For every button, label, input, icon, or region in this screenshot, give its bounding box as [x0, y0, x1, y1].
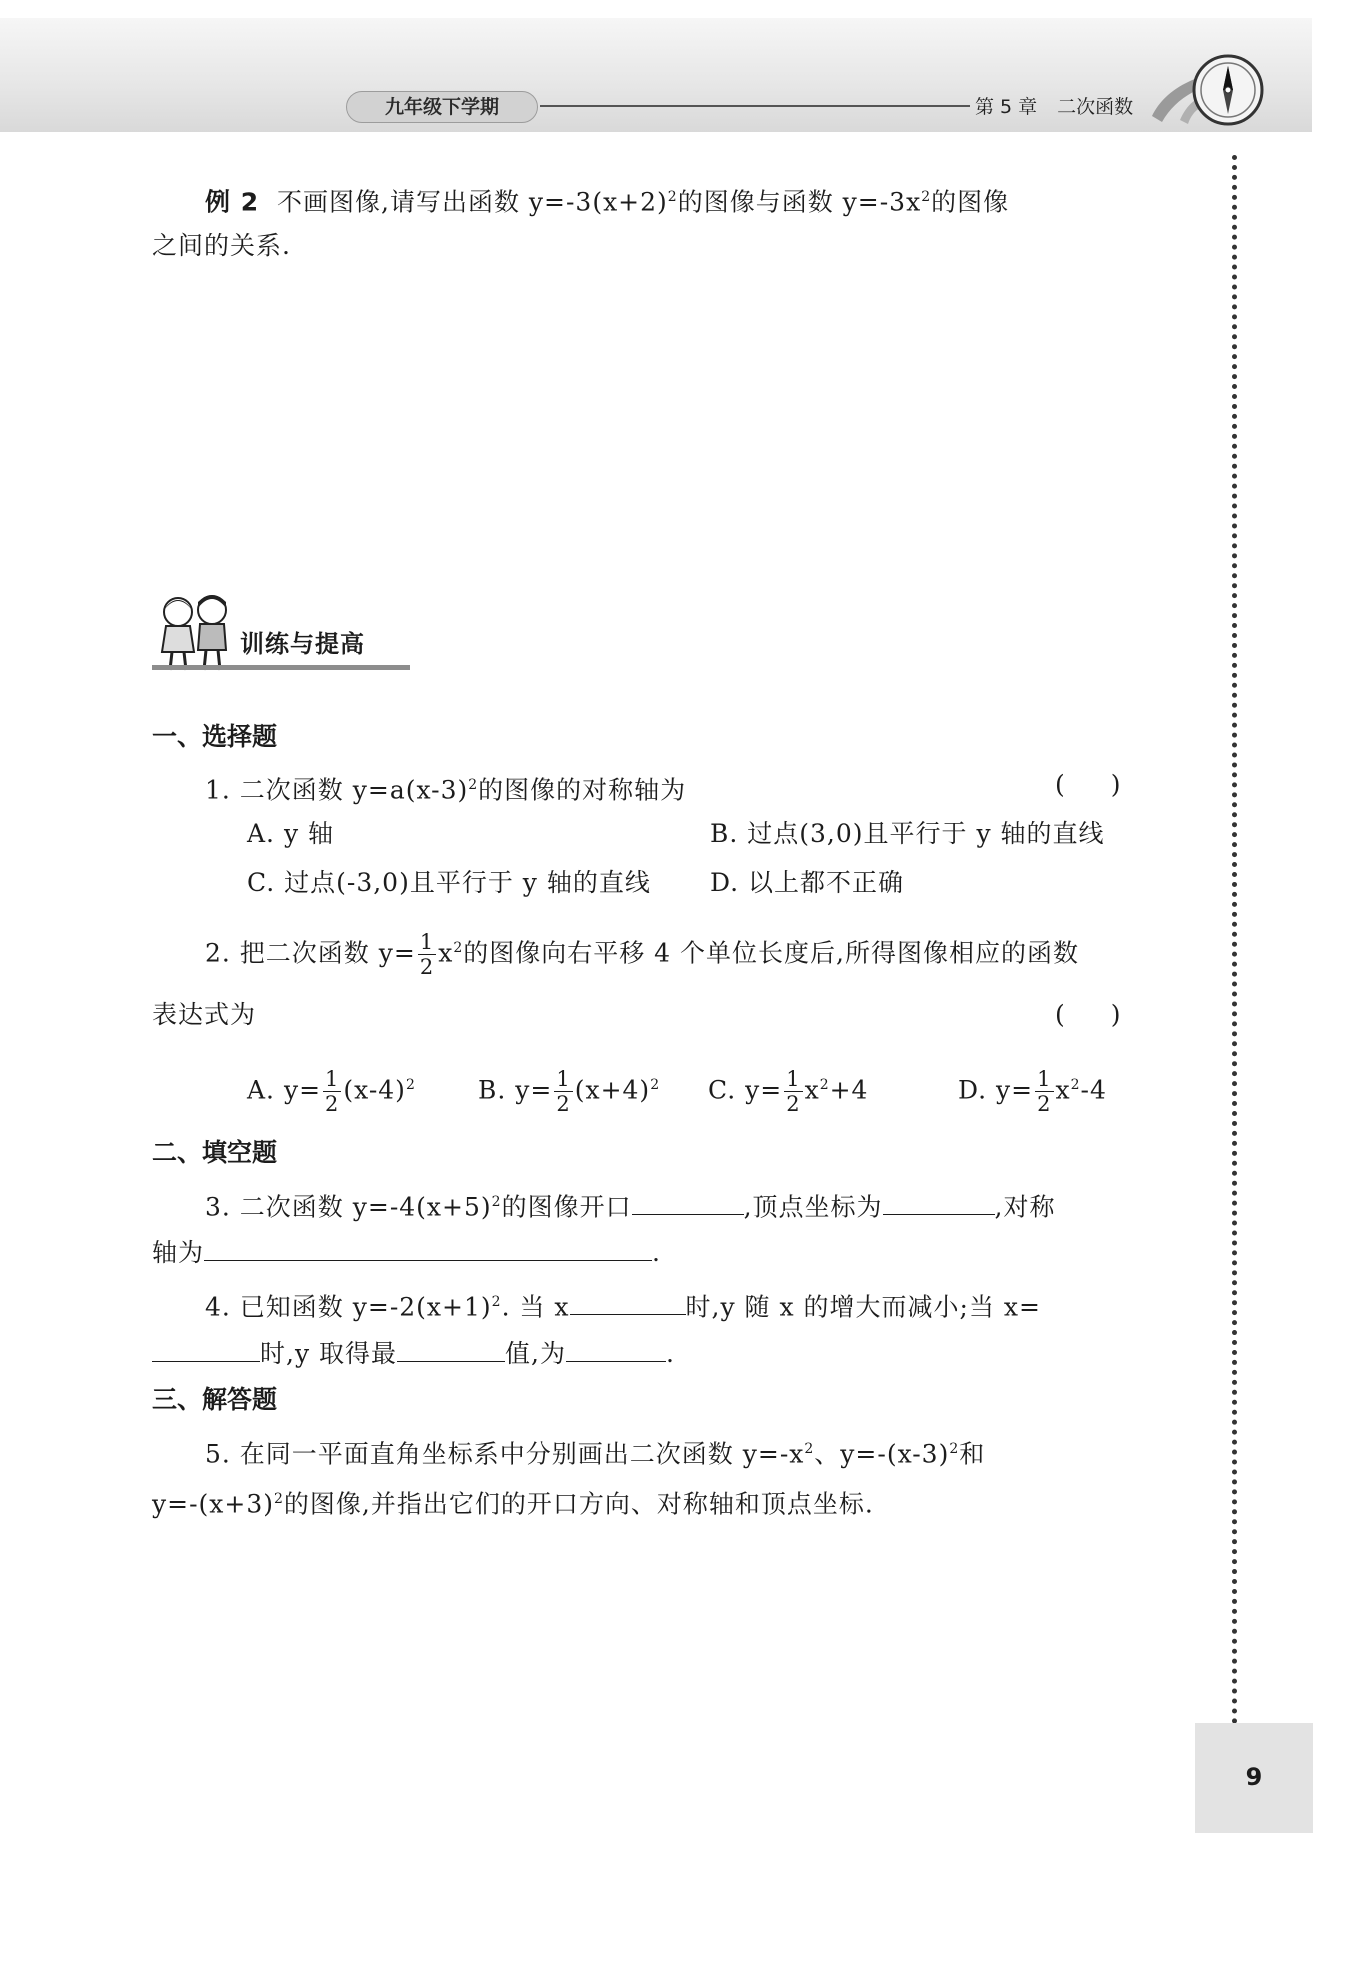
example2-label: 例 2 [205, 187, 260, 217]
kids-illustration-icon [150, 590, 240, 674]
q2-option-a: A. y= $\frac{1}{2}$ $(x-4)^2$ [247, 1067, 416, 1117]
q2-stem-a: 2. 把二次函数 y= [205, 938, 416, 968]
q1-option-b: B. 过点(3,0)且平行于 y 轴的直线 [710, 819, 1105, 848]
q2-option-b: B. y= $\frac{1}{2}$ $(x+4)^2$ [478, 1067, 661, 1117]
q3-line2: 轴为 . [152, 1234, 661, 1270]
chapter-number: 第 5 章 [975, 96, 1038, 118]
compass-runner-icon [1142, 46, 1272, 130]
q2-option-d: D. y= $\frac{1}{2}$ $x^2-4$ [958, 1067, 1107, 1117]
q4-blank-x[interactable] [152, 1335, 260, 1362]
superscript: 2 [921, 189, 932, 205]
section-heading-fill: 二、填空题 [152, 1138, 278, 1167]
page-number-box [1195, 1723, 1313, 1833]
q1-option-d: D. 以上都不正确 [710, 868, 905, 897]
q3-blank-opening[interactable] [632, 1188, 744, 1215]
superscript: 2 [468, 777, 479, 793]
fraction-one-half: $\frac{1}{2}$ [419, 930, 435, 980]
training-title: 训练与提高 [240, 630, 365, 658]
q4-blank-value[interactable] [566, 1335, 666, 1362]
q5-line2: $y=-(x+3)^2$的图像,并指出它们的开口方向、对称轴和顶点坐标. [152, 1489, 874, 1519]
q3-blank-vertex[interactable] [883, 1188, 995, 1215]
q4-line1: 4. 已知函数 $y=-2(x+1)^2$. 当 x 时,y 随 x 的增大而减小;当 x= [205, 1285, 1041, 1324]
training-underline [152, 665, 410, 670]
chapter-label [975, 92, 1133, 119]
dotted-margin-rule [1232, 155, 1237, 1725]
q1-stem-a: 1. 二次函数 y=a(x-3) [205, 775, 469, 805]
q2-stem [205, 918, 1079, 983]
example2-line2: 之间的关系. [152, 231, 291, 260]
q1-stem-b: 的图像的对称轴为 [478, 775, 687, 805]
example2-text-a: 不画图像,请写出函数 y=-3(x+2) [277, 187, 668, 217]
q3-line1: 3. 二次函数 $y=-4(x+5)^2$的图像开口 ,顶点坐标为 ,对称 [205, 1185, 1055, 1224]
chapter-title: 二次函数 [1057, 96, 1134, 118]
superscript: 2 [667, 189, 678, 205]
q2-stem-b: x [438, 938, 454, 968]
q2-option-c: C. y= $\frac{1}{2}$ $x^2+4$ [708, 1067, 869, 1117]
q1-option-c: C. 过点(-3,0)且平行于 y 轴的直线 [247, 868, 651, 897]
q1-answer-paren: ( ) [1055, 770, 1121, 799]
q1-stem [205, 768, 686, 807]
page-number: 9 [1245, 1763, 1263, 1791]
q4-blank-extreme[interactable] [397, 1335, 505, 1362]
q5-line1: 5. 在同一平面直角坐标系中分别画出二次函数 $y=-x^2$、$y=-(x-3)^2$和 [205, 1439, 986, 1469]
header-rule [540, 105, 970, 107]
q2-stem-line2: 表达式为 [152, 1000, 257, 1029]
section-heading-choice: 一、选择题 [152, 722, 278, 751]
q2-stem-c: 的图像向右平移 4 个单位长度后,所得图像相应的函数 [463, 938, 1079, 968]
q3-blank-axis[interactable] [204, 1234, 652, 1261]
q4-blank-range[interactable] [570, 1288, 686, 1315]
superscript: 2 [453, 940, 464, 956]
example2-text-c: 的图像 [931, 187, 1010, 217]
example2-line1 [205, 180, 1009, 219]
q2-answer-paren: ( ) [1055, 1000, 1121, 1029]
example2-text-b: 的图像与函数 y=-3x [677, 187, 922, 217]
q4-line2: 时,y 取得最 值,为 . [152, 1335, 675, 1371]
q1-option-a: A. y 轴 [247, 819, 335, 848]
grade-label: 九年级下学期 [346, 91, 538, 123]
section-heading-solve: 三、解答题 [152, 1385, 278, 1414]
